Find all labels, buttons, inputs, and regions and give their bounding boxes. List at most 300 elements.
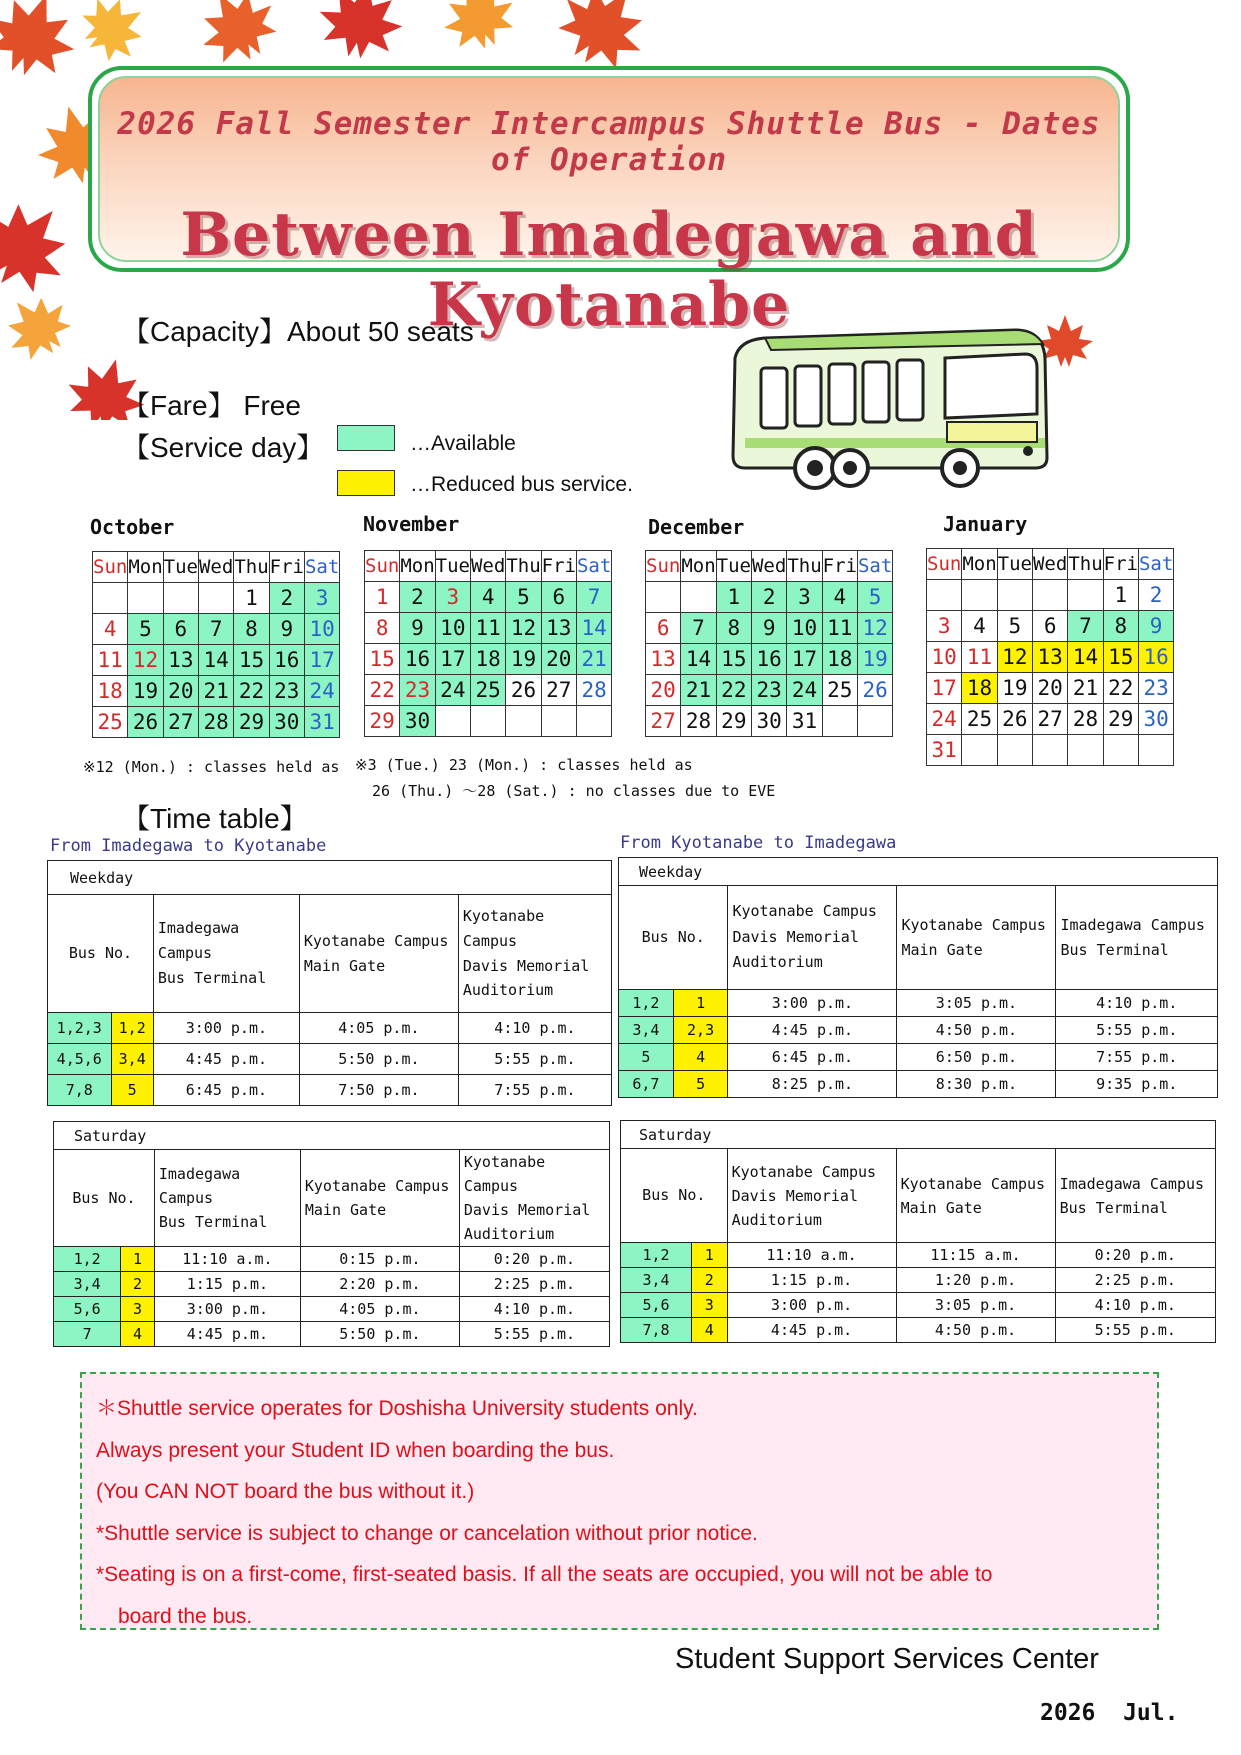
day-cell: 23 — [1138, 673, 1173, 704]
day-cell — [1032, 580, 1067, 611]
day-cell: 29 — [365, 706, 400, 737]
day-cell: 1 — [1103, 580, 1138, 611]
notice-line: (You CAN NOT board the bus without it.) — [96, 1480, 475, 1503]
day-cell — [93, 583, 128, 614]
day-cell: 16 — [269, 645, 304, 676]
time-cell: 7:50 p.m. — [299, 1075, 458, 1106]
day-cell: 9 — [400, 613, 435, 644]
day-cell: 6 — [1032, 611, 1067, 642]
day-cell: 18 — [93, 676, 128, 707]
day-cell: 3 — [304, 583, 339, 614]
bus-number: 5 — [111, 1075, 153, 1106]
day-cell: 13 — [163, 645, 198, 676]
time-cell: 5:55 p.m. — [1056, 1017, 1218, 1044]
notice-line: Always present your Student ID when boarding the bus. — [96, 1438, 615, 1462]
day-cell: 24 — [304, 676, 339, 707]
bus-group: 5 — [619, 1044, 674, 1071]
header-subtitle: 2026 Fall Semester Intercampus Shuttle Bus - Dates of Operation — [117, 106, 1101, 178]
day-cell: 6 — [163, 614, 198, 645]
weekday-label: Weekday — [619, 858, 1218, 886]
day-cell: 10 — [304, 614, 339, 645]
day-cell: 22 — [234, 676, 269, 707]
day-cell: 1 — [365, 582, 400, 613]
bus-number: 1 — [692, 1243, 728, 1268]
col-header: Kyotanabe Campus Main Gate — [896, 1149, 1055, 1243]
time-cell: 2:25 p.m. — [1055, 1268, 1215, 1293]
day-cell: 26 — [997, 704, 1032, 735]
day-cell: 29 — [1103, 704, 1138, 735]
day-cell: 14 — [681, 644, 716, 675]
day-cell: 16 — [1138, 642, 1173, 673]
day-cell: 15 — [716, 644, 751, 675]
day-cell: 5 — [857, 582, 892, 613]
day-cell: 27 — [541, 675, 576, 706]
notice-line: ＊Shuttle service operates for Doshisha University students only. — [96, 1397, 698, 1420]
day-cell — [198, 583, 233, 614]
time-cell: 11:10 a.m. — [154, 1247, 300, 1272]
day-cell — [1138, 735, 1173, 766]
day-cell: 27 — [163, 707, 198, 738]
bus-no-header: Bus No. — [621, 1149, 728, 1243]
bus-number: 3,4 — [111, 1044, 153, 1075]
day-cell — [857, 706, 892, 737]
day-cell: 12 — [506, 613, 541, 644]
day-cell: 10 — [787, 613, 822, 644]
bus-group: 7,8 — [621, 1318, 692, 1343]
timetable-left-saturday — [53, 1121, 610, 1347]
day-cell: 25 — [822, 675, 857, 706]
time-cell: 11:15 a.m. — [896, 1243, 1055, 1268]
day-cell: 11 — [822, 613, 857, 644]
day-cell: 21 — [681, 675, 716, 706]
time-cell: 3:00 p.m. — [728, 990, 897, 1017]
time-cell: 7:55 p.m. — [1056, 1044, 1218, 1071]
day-cell: 27 — [1032, 704, 1067, 735]
day-cell: 4 — [962, 611, 997, 642]
time-cell: 3:00 p.m. — [727, 1293, 896, 1318]
time-cell: 4:05 p.m. — [299, 1013, 458, 1044]
right-direction-caption: From Kyotanabe to Imadegawa — [620, 833, 897, 853]
time-cell: 3:00 p.m. — [153, 1013, 299, 1044]
notice-line: board the bus. — [118, 1604, 253, 1628]
calendar-december — [645, 550, 893, 737]
time-cell: 4:05 p.m. — [300, 1297, 459, 1322]
day-cell: 2 — [269, 583, 304, 614]
weekday-wed: Wed — [751, 551, 786, 582]
time-cell: 4:10 p.m. — [1055, 1293, 1215, 1318]
col-header: Kyotanabe Campus Main Gate — [300, 1150, 459, 1247]
day-cell: 18 — [822, 644, 857, 675]
day-cell: 23 — [400, 675, 435, 706]
day-cell: 31 — [787, 706, 822, 737]
day-cell: 22 — [1103, 673, 1138, 704]
col-header: Kyotanabe Campus Davis Memorial Auditorium — [458, 895, 611, 1013]
day-cell — [163, 583, 198, 614]
bus-number: 1 — [673, 990, 728, 1017]
bus-group: 7,8 — [48, 1075, 112, 1106]
day-cell: 1 — [234, 583, 269, 614]
bus-group: 3,4 — [619, 1017, 674, 1044]
day-cell: 30 — [1138, 704, 1173, 735]
bus-group: 5,6 — [54, 1297, 121, 1322]
time-cell: 0:15 p.m. — [300, 1247, 459, 1272]
day-cell — [822, 706, 857, 737]
time-cell: 5:50 p.m. — [300, 1322, 459, 1347]
calendar-october — [92, 551, 340, 738]
bus-number: 2,3 — [673, 1017, 728, 1044]
day-cell: 8 — [716, 613, 751, 644]
day-cell: 8 — [234, 614, 269, 645]
day-cell: 31 — [304, 707, 339, 738]
day-cell: 11 — [962, 642, 997, 673]
day-cell: 9 — [269, 614, 304, 645]
time-cell: 1:15 p.m. — [727, 1268, 896, 1293]
weekday-mon: Mon — [681, 551, 716, 582]
left-direction-caption: From Imadegawa to Kyotanabe — [50, 836, 327, 856]
day-cell: 26 — [506, 675, 541, 706]
day-cell — [435, 706, 470, 737]
weekday-tue: Tue — [435, 551, 470, 582]
time-cell: 4:10 p.m. — [1056, 990, 1218, 1017]
weekday-label: Weekday — [48, 861, 612, 895]
weekday-sat: Sat — [576, 551, 611, 582]
day-cell: 17 — [787, 644, 822, 675]
bus-number: 3 — [692, 1293, 728, 1318]
day-cell: 25 — [962, 704, 997, 735]
bus-group: 5,6 — [621, 1293, 692, 1318]
time-cell: 11:10 a.m. — [727, 1243, 896, 1268]
day-cell: 13 — [541, 613, 576, 644]
day-cell: 14 — [576, 613, 611, 644]
bus-group: 1,2,3 — [48, 1013, 112, 1044]
day-cell: 5 — [506, 582, 541, 613]
day-cell: 18 — [470, 644, 505, 675]
weekday-sun: Sun — [927, 549, 962, 580]
day-cell: 29 — [716, 706, 751, 737]
day-cell: 12 — [857, 613, 892, 644]
col-header: Kyotanabe Campus Davis Memorial Auditorium — [727, 1149, 896, 1243]
day-cell: 19 — [857, 644, 892, 675]
day-cell: 6 — [541, 582, 576, 613]
day-cell: 17 — [304, 645, 339, 676]
day-cell: 23 — [751, 675, 786, 706]
day-cell: 22 — [365, 675, 400, 706]
day-cell: 14 — [1068, 642, 1103, 673]
col-header: Kyotanabe Campus Main Gate — [897, 886, 1056, 990]
time-cell: 0:20 p.m. — [459, 1247, 609, 1272]
day-cell: 2 — [400, 582, 435, 613]
day-cell: 26 — [857, 675, 892, 706]
footer-organization: Student Support Services Center — [675, 1643, 1099, 1675]
timetable-right-weekday — [618, 857, 1218, 1098]
weekday-fri: Fri — [269, 552, 304, 583]
col-header: Imadegawa Campus Bus Terminal — [1055, 1149, 1215, 1243]
day-cell — [646, 582, 681, 613]
bus-group: 6,7 — [619, 1071, 674, 1098]
day-cell: 10 — [927, 642, 962, 673]
notice-line: *Seating is on a first-come, first-seated basis. If all the seats are occupied, you will not be able to — [96, 1563, 993, 1586]
saturday-label: Saturday — [621, 1121, 1216, 1149]
day-cell: 21 — [576, 644, 611, 675]
day-cell: 16 — [400, 644, 435, 675]
time-cell: 5:55 p.m. — [1055, 1318, 1215, 1343]
day-cell: 24 — [787, 675, 822, 706]
weekday-thu: Thu — [234, 552, 269, 583]
weekday-mon: Mon — [400, 551, 435, 582]
day-cell: 30 — [400, 706, 435, 737]
day-cell: 7 — [198, 614, 233, 645]
day-cell: 17 — [435, 644, 470, 675]
time-cell: 6:50 p.m. — [897, 1044, 1056, 1071]
weekday-thu: Thu — [1068, 549, 1103, 580]
time-cell: 1:20 p.m. — [896, 1268, 1055, 1293]
col-header: Kyotanabe Campus Main Gate — [299, 895, 458, 1013]
note-november-1: ※3 (Tue.) 23 (Mon.) : classes held as — [355, 756, 693, 774]
bus-group: 3,4 — [621, 1268, 692, 1293]
weekday-wed: Wed — [198, 552, 233, 583]
notice-line: *Shuttle service is subject to change or cancelation without prior notice. — [96, 1521, 758, 1545]
timetable-right-saturday — [620, 1120, 1216, 1343]
day-cell: 3 — [927, 611, 962, 642]
time-cell: 8:30 p.m. — [897, 1071, 1056, 1098]
time-cell: 3:00 p.m. — [154, 1297, 300, 1322]
day-cell: 9 — [1138, 611, 1173, 642]
day-cell: 12 — [128, 645, 163, 676]
weekday-thu: Thu — [506, 551, 541, 582]
month-january-title: January — [943, 512, 1028, 536]
day-cell: 23 — [269, 676, 304, 707]
bus-group: 1,2 — [621, 1243, 692, 1268]
day-cell: 26 — [128, 707, 163, 738]
bus-no-header: Bus No. — [48, 895, 154, 1013]
day-cell: 15 — [1103, 642, 1138, 673]
bus-group: 1,2 — [54, 1247, 121, 1272]
day-cell: 7 — [576, 582, 611, 613]
day-cell: 29 — [234, 707, 269, 738]
weekday-fri: Fri — [822, 551, 857, 582]
day-cell — [541, 706, 576, 737]
weekday-wed: Wed — [470, 551, 505, 582]
day-cell — [576, 706, 611, 737]
note-october: ※12 (Mon.) : classes held as — [83, 758, 340, 776]
time-cell: 0:20 p.m. — [1055, 1243, 1215, 1268]
day-cell: 25 — [470, 675, 505, 706]
time-cell: 4:50 p.m. — [896, 1318, 1055, 1343]
day-cell: 5 — [997, 611, 1032, 642]
col-header: Imadegawa Campus Bus Terminal — [1056, 886, 1218, 990]
day-cell: 28 — [1068, 704, 1103, 735]
service-day-label: 【Service day】 — [122, 432, 325, 463]
month-october-title: October — [90, 515, 175, 539]
time-cell: 4:10 p.m. — [459, 1297, 609, 1322]
day-cell: 25 — [93, 707, 128, 738]
time-cell: 5:55 p.m. — [459, 1322, 609, 1347]
fare-info: 【Fare】 Free — [122, 390, 301, 421]
day-cell: 28 — [198, 707, 233, 738]
day-cell — [1103, 735, 1138, 766]
month-december-title: December — [648, 515, 745, 539]
day-cell: 3 — [787, 582, 822, 613]
col-header: Kyotanabe Campus Davis Memorial Auditorium — [459, 1150, 609, 1247]
time-cell: 4:45 p.m. — [153, 1044, 299, 1075]
day-cell: 11 — [470, 613, 505, 644]
day-cell: 18 — [962, 673, 997, 704]
weekday-tue: Tue — [716, 551, 751, 582]
time-cell: 5:50 p.m. — [299, 1044, 458, 1075]
col-header: Imadegawa Campus Bus Terminal — [154, 1150, 300, 1247]
day-cell: 20 — [163, 676, 198, 707]
day-cell: 4 — [470, 582, 505, 613]
day-cell: 8 — [1103, 611, 1138, 642]
day-cell: 13 — [1032, 642, 1067, 673]
bus-group: 7 — [54, 1322, 121, 1347]
saturday-label: Saturday — [54, 1122, 610, 1150]
day-cell: 30 — [269, 707, 304, 738]
bus-number: 3 — [121, 1297, 155, 1322]
bus-illustration — [725, 318, 1055, 493]
day-cell: 19 — [128, 676, 163, 707]
legend-available-swatch — [337, 425, 395, 451]
time-cell: 4:45 p.m. — [154, 1322, 300, 1347]
day-cell: 20 — [541, 644, 576, 675]
day-cell: 7 — [1068, 611, 1103, 642]
legend-available-label: …Available — [410, 432, 516, 455]
day-cell — [128, 583, 163, 614]
day-cell — [470, 706, 505, 737]
bus-number: 4 — [673, 1044, 728, 1071]
col-header: Imadegawa Campus Bus Terminal — [153, 895, 299, 1013]
time-cell: 6:45 p.m. — [153, 1075, 299, 1106]
day-cell: 15 — [365, 644, 400, 675]
weekday-tue: Tue — [163, 552, 198, 583]
bus-no-header: Bus No. — [54, 1150, 155, 1247]
weekday-sat: Sat — [1138, 549, 1173, 580]
weekday-sun: Sun — [93, 552, 128, 583]
time-cell: 3:05 p.m. — [897, 990, 1056, 1017]
day-cell — [997, 580, 1032, 611]
bus-number: 2 — [692, 1268, 728, 1293]
day-cell: 4 — [93, 614, 128, 645]
time-cell: 2:25 p.m. — [459, 1272, 609, 1297]
time-cell: 4:10 p.m. — [458, 1013, 611, 1044]
day-cell: 14 — [198, 645, 233, 676]
day-cell: 17 — [927, 673, 962, 704]
day-cell: 20 — [646, 675, 681, 706]
day-cell — [962, 735, 997, 766]
bus-group: 1,2 — [619, 990, 674, 1017]
weekday-sun: Sun — [646, 551, 681, 582]
notice-box — [80, 1372, 1159, 1630]
weekday-fri: Fri — [541, 551, 576, 582]
day-cell: 2 — [751, 582, 786, 613]
day-cell: 21 — [1068, 673, 1103, 704]
bus-number: 1,2 — [111, 1013, 153, 1044]
day-cell: 31 — [927, 735, 962, 766]
calendar-november — [364, 550, 612, 737]
day-cell: 19 — [506, 644, 541, 675]
day-cell — [1068, 735, 1103, 766]
day-cell: 3 — [435, 582, 470, 613]
day-cell: 10 — [435, 613, 470, 644]
timetable-heading: 【Time table】 — [122, 803, 308, 834]
day-cell: 24 — [927, 704, 962, 735]
weekday-mon: Mon — [128, 552, 163, 583]
timetable-left-weekday — [47, 860, 612, 1106]
time-cell: 6:45 p.m. — [728, 1044, 897, 1071]
weekday-mon: Mon — [962, 549, 997, 580]
weekday-tue: Tue — [997, 549, 1032, 580]
time-cell: 4:50 p.m. — [897, 1017, 1056, 1044]
time-cell: 2:20 p.m. — [300, 1272, 459, 1297]
day-cell — [997, 735, 1032, 766]
bus-number: 2 — [121, 1272, 155, 1297]
time-cell: 9:35 p.m. — [1056, 1071, 1218, 1098]
header-title: Between Imadegawa and Kyotanabe — [180, 200, 1038, 340]
day-cell: 5 — [128, 614, 163, 645]
bus-no-header: Bus No. — [619, 886, 728, 990]
day-cell: 24 — [435, 675, 470, 706]
day-cell: 28 — [681, 706, 716, 737]
note-november-2: 26 (Thu.) ～28 (Sat.) : no classes due to EVE — [372, 782, 776, 800]
day-cell: 16 — [751, 644, 786, 675]
weekday-sun: Sun — [365, 551, 400, 582]
day-cell: 11 — [93, 645, 128, 676]
bus-number: 4 — [692, 1318, 728, 1343]
day-cell: 4 — [822, 582, 857, 613]
day-cell: 21 — [198, 676, 233, 707]
day-cell: 6 — [646, 613, 681, 644]
time-cell: 7:55 p.m. — [458, 1075, 611, 1106]
day-cell: 7 — [681, 613, 716, 644]
day-cell — [927, 580, 962, 611]
capacity-info: 【Capacity】About 50 seats — [122, 316, 474, 347]
weekday-sat: Sat — [857, 551, 892, 582]
bus-number: 4 — [121, 1322, 155, 1347]
time-cell: 4:45 p.m. — [728, 1017, 897, 1044]
time-cell: 5:55 p.m. — [458, 1044, 611, 1075]
day-cell: 30 — [751, 706, 786, 737]
time-cell: 8:25 p.m. — [728, 1071, 897, 1098]
weekday-fri: Fri — [1103, 549, 1138, 580]
day-cell: 19 — [997, 673, 1032, 704]
bus-number: 1 — [121, 1247, 155, 1272]
calendar-january — [926, 548, 1174, 766]
month-november-title: November — [363, 512, 460, 536]
day-cell: 13 — [646, 644, 681, 675]
time-cell: 4:45 p.m. — [727, 1318, 896, 1343]
day-cell — [1032, 735, 1067, 766]
day-cell — [681, 582, 716, 613]
day-cell: 28 — [576, 675, 611, 706]
time-cell: 3:05 p.m. — [896, 1293, 1055, 1318]
day-cell — [962, 580, 997, 611]
legend-reduced-label: …Reduced bus service. — [410, 473, 633, 496]
bus-group: 3,4 — [54, 1272, 121, 1297]
weekday-thu: Thu — [787, 551, 822, 582]
legend-reduced-swatch — [337, 470, 395, 496]
day-cell — [1068, 580, 1103, 611]
bus-number: 5 — [673, 1071, 728, 1098]
bus-group: 4,5,6 — [48, 1044, 112, 1075]
weekday-wed: Wed — [1032, 549, 1067, 580]
footer-date: 2026 Jul. — [1040, 1700, 1179, 1726]
day-cell: 9 — [751, 613, 786, 644]
day-cell: 27 — [646, 706, 681, 737]
day-cell: 8 — [365, 613, 400, 644]
day-cell — [506, 706, 541, 737]
col-header: Kyotanabe Campus Davis Memorial Auditorium — [728, 886, 897, 990]
time-cell: 1:15 p.m. — [154, 1272, 300, 1297]
